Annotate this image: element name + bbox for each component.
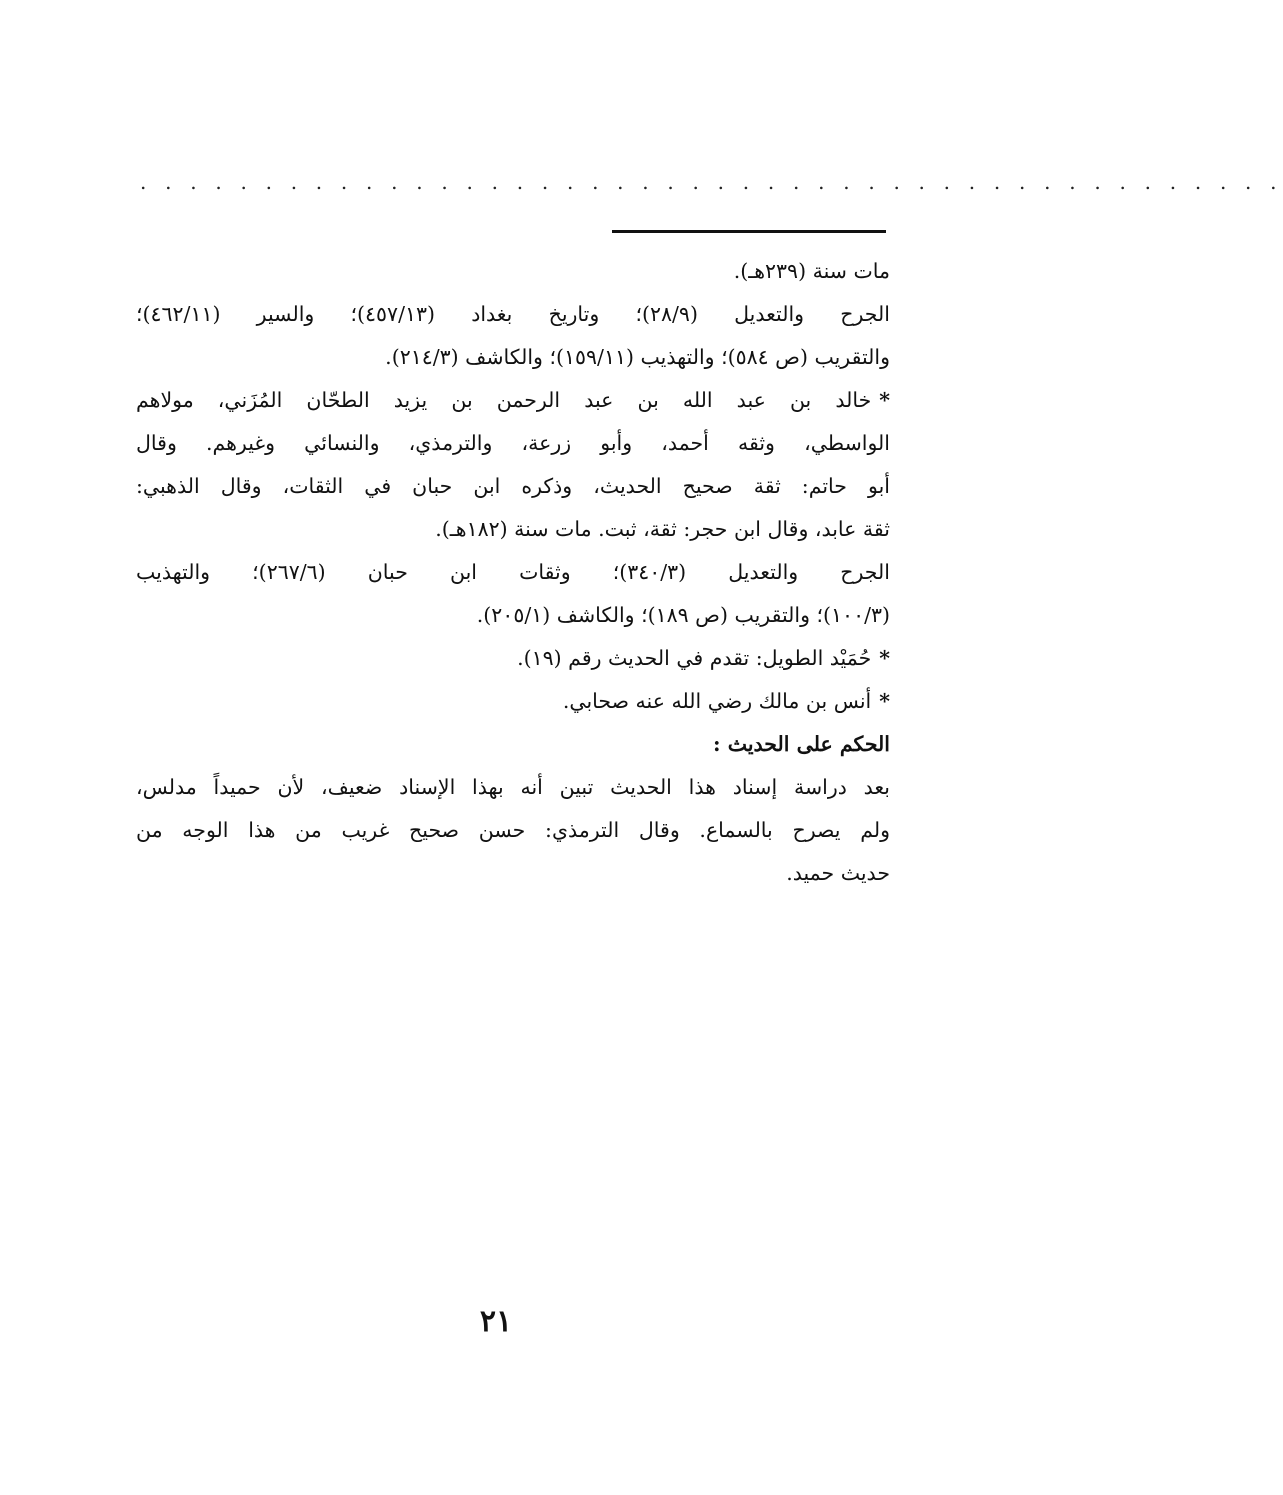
text-line [136, 680, 890, 723]
text-line: الواسطي، وثقه أحمد، وأبو زرعة، والترمذي، والنسائي وغيرهم. وقال [136, 431, 890, 455]
text-line: مات سنة (٢٣٩هـ). [733, 259, 890, 283]
page-number: ٢١ [479, 1304, 513, 1339]
text-line: ولم يصرح بالسماع. وقال الترمذي: حسن صحيح غريب من هذا الوجه من [136, 818, 890, 842]
narrator-entry: أنس بن مالك رضي الله عنه صحابي. [562, 689, 872, 713]
bullet-marker: * [879, 689, 890, 713]
bullet-marker: * [879, 646, 890, 670]
text-line: بعد دراسة إسناد هذا الحديث تبين أنه بهذا الإسناد ضعيف، لأن حميداً مدلس، [136, 775, 890, 799]
text-line [136, 637, 890, 680]
text-line: حديث حميد. [786, 861, 890, 885]
narrator-entry: خالد بن عبد الله بن عبد الرحمن بن يزيد الطحّان المُزَني، مولاهم [136, 388, 872, 412]
text-line: أبو حاتم: ثقة صحيح الحديث، وذكره ابن حبان في الثقات، وقال الذهبي: [136, 474, 890, 498]
text-line: الجرح والتعديل (٢٨/٩)؛ وتاريخ بغداد (٤٥٧/١٣)؛ والسير (٤٦٢/١١)؛ [136, 302, 890, 326]
text-line: الجرح والتعديل (٣٤٠/٣)؛ وثقات ابن حبان (٢٦٧/٦)؛ والتهذيب [136, 560, 890, 584]
page-body [136, 250, 890, 895]
narrator-entry: حُمَيْد الطويل: تقدم في الحديث رقم (١٩). [517, 646, 872, 670]
bullet-marker: * [879, 388, 890, 412]
section-heading: الحكم على الحديث : [713, 732, 890, 756]
footnote-rule [612, 230, 886, 233]
text-line [136, 379, 890, 422]
text-line: والتقريب (ص ٥٨٤)؛ والتهذيب (١٥٩/١١)؛ والكاشف (٢١٤/٣). [385, 345, 890, 369]
text-line: (١٠٠/٣)؛ والتقريب (ص ١٨٩)؛ والكاشف (٢٠٥/١). [476, 603, 890, 627]
text-line: ثقة عابد، وقال ابن حجر: ثقة، ثبت. مات سنة (١٨٢هـ). [435, 517, 890, 541]
separator-dots: . . . . . . . . . . . . . . . . . . . . . . . . . . . . . . . . . . . . . . . . . . . . . . [140, 170, 1283, 194]
